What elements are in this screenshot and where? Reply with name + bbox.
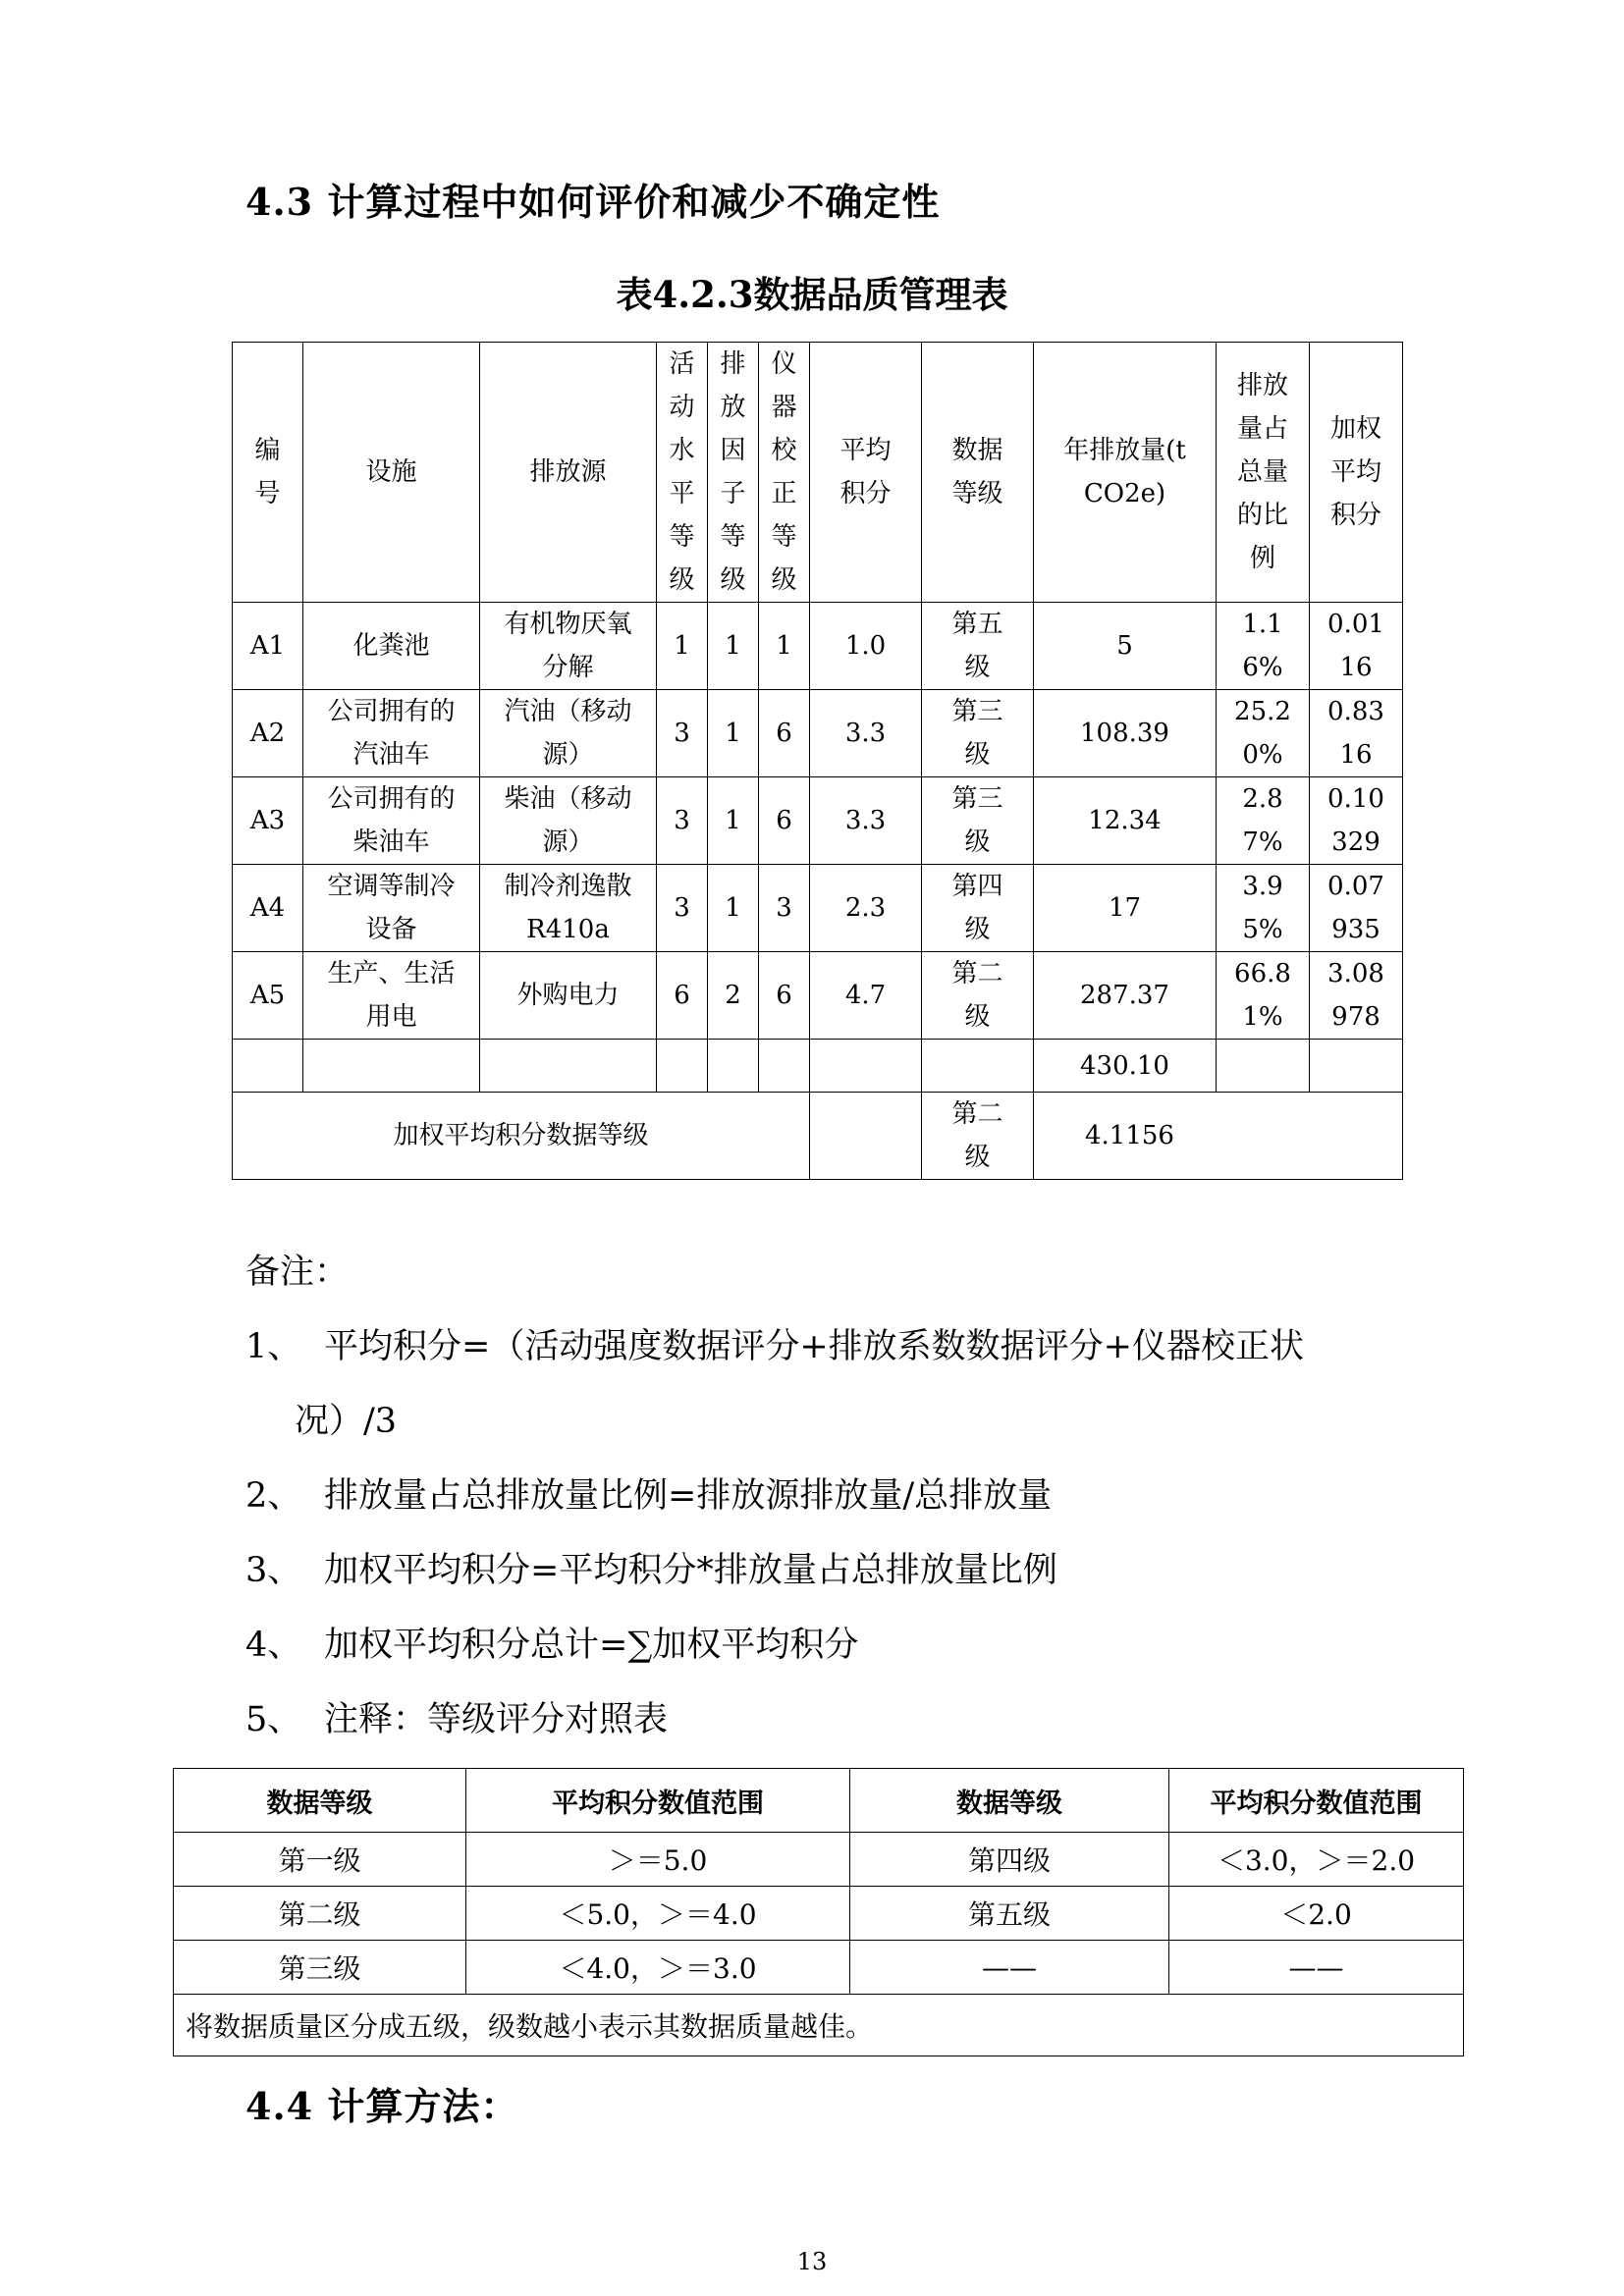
cell-weighted-score: 0.07935 [1310,865,1403,952]
cell-factor-grade: 1 [708,690,759,777]
table-row [233,690,1403,777]
table-header-row [233,343,1403,603]
cell-id: A4 [233,865,303,952]
table-title: 表4.2.3数据品质管理表 [616,273,1008,316]
header-cell: 加权平均积分 [1310,343,1403,603]
table-row [233,603,1403,690]
cell-weighted-score: 3.08978 [1310,952,1403,1040]
note-number: 2、 [245,1476,302,1516]
cell-share: 66.81% [1217,952,1310,1040]
cell-source: 外购电力 [480,952,657,1040]
cell-annual-emission: 5 [1034,603,1217,690]
cell-range: ＞＝5.0 [466,1833,850,1887]
table-row [174,1887,1464,1941]
header-cell: 数据等级 [922,343,1034,603]
cell-range: ＜2.0 [1169,1887,1464,1941]
cell-calibration-grade: 6 [759,690,810,777]
cell-facility: 化粪池 [303,603,480,690]
cell-grade: 第二级 [174,1887,466,1941]
grade-table-header-row [174,1769,1464,1833]
cell-grade: 第四级 [850,1833,1169,1887]
section-heading-4-3: 4.3 计算过程中如何评价和减少不确定性 [245,180,941,224]
header-cell: 年排放量(tCO2e) [1034,343,1217,603]
note-text: 加权平均积分=平均积分*排放量占总排放量比例 [324,1551,1057,1590]
note-text-continued: 况）/3 [295,1402,398,1441]
header-cell: 平均积分数值范围 [1169,1769,1464,1833]
header-cell: 平均积分 [810,343,922,603]
cell-activity-grade: 1 [657,603,708,690]
cell-grade: 第五级 [850,1887,1169,1941]
table-row [233,777,1403,865]
header-cell: 编号 [233,343,303,603]
cell-factor-grade: 1 [708,865,759,952]
cell-facility: 生产、生活用电 [303,952,480,1040]
note-text: 注释：等级评分对照表 [324,1700,669,1739]
header-cell: 仪器校正等级 [759,343,810,603]
cell-facility: 公司拥有的柴油车 [303,777,480,865]
header-cell: 活动水平等级 [657,343,708,603]
cell-activity-grade: 3 [657,690,708,777]
header-cell: 排放量占总量的比例 [1217,343,1310,603]
table-row [174,1941,1464,1995]
section-heading-4-4: 4.4 计算方法： [245,2084,519,2128]
cell-range: —— [1169,1941,1464,1995]
cell-data-grade: 第三级 [922,690,1034,777]
cell-activity-grade: 6 [657,952,708,1040]
table-row [233,865,1403,952]
cell-average-score: 2.3 [810,865,922,952]
cell-weighted-score: 0.8316 [1310,690,1403,777]
cell-weighted-score: 0.10329 [1310,777,1403,865]
note-number: 5、 [245,1700,302,1739]
cell-facility: 空调等制冷设备 [303,865,480,952]
notes-title: 备注： [245,1253,350,1292]
cell-data-grade: 第二级 [922,952,1034,1040]
header-cell: 排放源 [480,343,657,603]
cell-share: 25.20% [1217,690,1310,777]
table-weighted-row [233,1093,1403,1180]
data-quality-table [232,342,1403,1180]
grade-reference-table [173,1768,1464,2056]
note-text: 排放量占总排放量比例=排放源排放量/总排放量 [324,1476,1053,1516]
cell-average-score: 3.3 [810,777,922,865]
cell-share: 1.16% [1217,603,1310,690]
cell-id: A1 [233,603,303,690]
cell-weighted-score: 0.0116 [1310,603,1403,690]
cell-calibration-grade: 3 [759,865,810,952]
cell-activity-grade: 3 [657,777,708,865]
note-number: 1、 [245,1327,302,1366]
header-cell: 平均积分数值范围 [466,1769,850,1833]
grade-table-footnote-row [174,1995,1464,2056]
page-number: 13 [796,2248,828,2275]
cell-data-grade: 第五级 [922,603,1034,690]
cell-annual-emission: 17 [1034,865,1217,952]
cell-source: 有机物厌氧分解 [480,603,657,690]
cell-factor-grade: 1 [708,777,759,865]
cell-data-grade: 第四级 [922,865,1034,952]
cell-id: A3 [233,777,303,865]
cell-annual-emission: 108.39 [1034,690,1217,777]
header-cell: 数据等级 [174,1769,466,1833]
cell-facility: 公司拥有的汽油车 [303,690,480,777]
cell-range: ＜5.0，＞＝4.0 [466,1887,850,1941]
cell-range: ＜4.0，＞＝3.0 [466,1941,850,1995]
cell-id: A5 [233,952,303,1040]
cell-average-score: 4.7 [810,952,922,1040]
header-cell: 数据等级 [850,1769,1169,1833]
note-number: 4、 [245,1626,302,1665]
cell-annual-emission: 12.34 [1034,777,1217,865]
cell-weighted-grade: 第二级 [922,1093,1034,1180]
cell-range: ＜3.0，＞＝2.0 [1169,1833,1464,1887]
cell-average-score: 1.0 [810,603,922,690]
header-cell: 设施 [303,343,480,603]
cell-grade: —— [850,1941,1169,1995]
cell-weighted-score-total: 4.1156 [1034,1093,1403,1180]
cell-calibration-grade: 1 [759,603,810,690]
cell-annual-emission: 287.37 [1034,952,1217,1040]
note-number: 3、 [245,1551,302,1590]
cell-activity-grade: 3 [657,865,708,952]
cell-average-score: 3.3 [810,690,922,777]
cell-calibration-grade: 6 [759,777,810,865]
cell-total-emission: 430.10 [1034,1040,1217,1093]
cell-factor-grade: 2 [708,952,759,1040]
grade-table-footnote: 将数据质量区分成五级，级数越小表示其数据质量越佳。 [174,1995,1464,2056]
cell-grade: 第一级 [174,1833,466,1887]
table-total-row [233,1040,1403,1093]
cell-share: 2.87% [1217,777,1310,865]
note-text: 平均积分=（活动强度数据评分+排放系数数据评分+仪器校正状 [324,1327,1304,1366]
cell-grade: 第三级 [174,1941,466,1995]
cell-calibration-grade: 6 [759,952,810,1040]
note-text: 加权平均积分总计=∑加权平均积分 [324,1626,859,1665]
cell-factor-grade: 1 [708,603,759,690]
table-row [233,952,1403,1040]
cell-source: 柴油（移动源） [480,777,657,865]
cell-id: A2 [233,690,303,777]
table-row [174,1833,1464,1887]
cell-share: 3.95% [1217,865,1310,952]
cell-source: 制冷剂逸散R410a [480,865,657,952]
header-cell: 排放因子等级 [708,343,759,603]
cell-weighted-label: 加权平均积分数据等级 [233,1093,810,1180]
cell-data-grade: 第三级 [922,777,1034,865]
cell-source: 汽油（移动源） [480,690,657,777]
